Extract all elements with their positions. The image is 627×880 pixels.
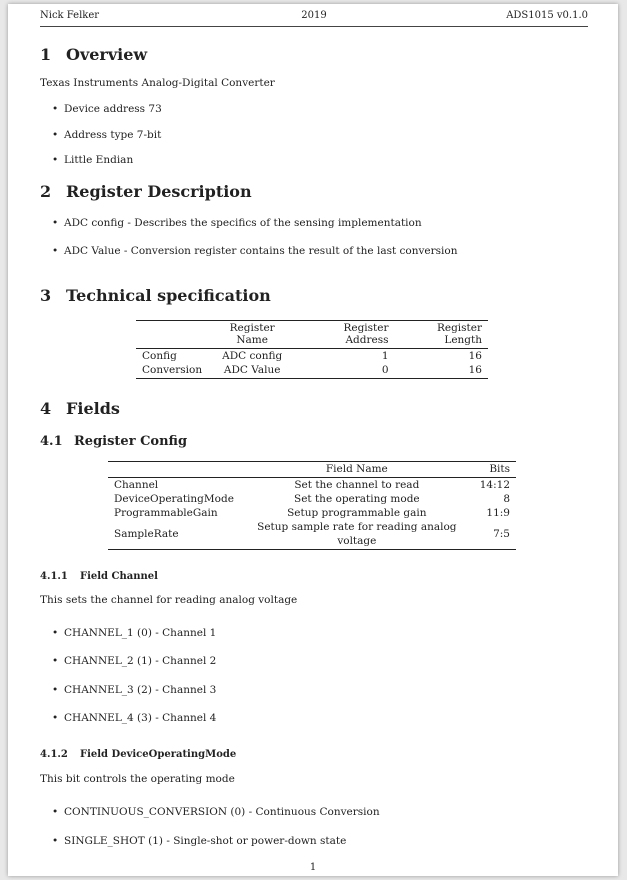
section-heading-overview: [40, 45, 147, 64]
table-cell: 1: [381, 350, 389, 362]
table-row: [108, 478, 516, 493]
list-item: • SINGLE_SHOT (1) - Single-shot or power-down state: [52, 835, 346, 847]
running-header: [40, 10, 588, 27]
section-title: Fields: [66, 399, 120, 418]
list-item: • CHANNEL_3 (2) - Channel 3: [52, 684, 216, 696]
subsection-title: Register Config: [74, 434, 188, 449]
table-row: [108, 492, 516, 506]
table-cell: Setup sample rate for reading analog voltage: [240, 520, 474, 550]
list-item: • CHANNEL_1 (0) - Channel 1: [52, 627, 216, 639]
section-heading-fields: [40, 399, 120, 418]
table-cell: ProgrammableGain: [114, 507, 218, 519]
section-heading-register-description: [40, 182, 252, 201]
subsubsection-title: Field DeviceOperatingMode: [80, 749, 237, 760]
overview-intro: Texas Instruments Analog-Digital Converter: [40, 77, 275, 89]
table-cell: DeviceOperatingMode: [114, 493, 234, 505]
subsubsection-number: 4.1.1: [40, 571, 68, 582]
list-item: • CHANNEL_4 (3) - Channel 4: [52, 712, 216, 724]
table-header-row: [108, 462, 516, 478]
table-cell: Setup programmable gain: [287, 507, 427, 519]
table-cell: 8: [503, 493, 510, 505]
header-doc-id: ADS1015 v0.1.0: [506, 10, 588, 21]
register-config-table: [108, 461, 516, 550]
table-cell: 14:12: [479, 479, 510, 491]
subsubsection-number: 4.1.2: [40, 749, 68, 760]
column-header: Register Address: [296, 321, 394, 349]
section-number: 4: [40, 399, 52, 418]
section-number: 3: [40, 286, 52, 305]
field-channel-intro: This sets the channel for reading analog voltage: [40, 594, 298, 606]
list-item: • Address type 7-bit: [52, 129, 161, 141]
table-cell: Set the operating mode: [294, 493, 420, 505]
subsection-number: 4.1: [40, 434, 63, 449]
header-year: 2019: [301, 10, 327, 21]
list-item: • Device address 73: [52, 103, 162, 115]
section-number: 1: [40, 45, 52, 64]
column-header: Field Name: [240, 462, 474, 478]
table-cell: SampleRate: [108, 520, 240, 550]
list-item: • ADC config - Describes the specifics of the sensing implementation: [52, 217, 422, 229]
field-operating-mode-intro: This bit controls the operating mode: [40, 773, 235, 785]
section-title: Overview: [66, 45, 148, 64]
table-cell: 0: [296, 363, 394, 379]
register-spec-table: [136, 320, 488, 379]
table-row: [108, 506, 516, 520]
table-cell: 16: [468, 350, 482, 362]
list-item: • ADC Value - Conversion register contains the result of the last conversion: [52, 245, 457, 257]
section-title: Technical specification: [66, 286, 271, 305]
table-row: [136, 349, 488, 364]
section-title: Register Description: [66, 182, 252, 201]
column-header: [136, 321, 208, 349]
header-author: Nick Felker: [40, 10, 100, 21]
list-item: • CHANNEL_2 (1) - Channel 2: [52, 655, 216, 667]
table-cell: 7:5: [474, 520, 516, 550]
table-cell: ADC Value: [208, 363, 296, 379]
column-header: Register Name: [208, 321, 296, 349]
table-cell: Config: [142, 350, 177, 362]
column-header: [108, 462, 240, 478]
page-number: 1: [309, 862, 317, 873]
subsection-heading-register-config: [40, 434, 187, 449]
column-header: Register Length: [395, 321, 489, 349]
table-cell: ADC config: [222, 350, 283, 362]
subsubsection-heading-field-device-operating-mode: [40, 749, 236, 760]
table-cell: Channel: [114, 479, 159, 491]
table-cell: 11:9: [486, 507, 510, 519]
section-heading-technical-specification: [40, 286, 271, 305]
column-header: Bits: [474, 462, 516, 478]
section-number: 2: [40, 182, 52, 201]
subsubsection-heading-field-channel: [40, 571, 158, 582]
table-row: [136, 363, 488, 379]
table-cell: 16: [395, 363, 489, 379]
list-item: • Little Endian: [52, 154, 133, 166]
subsubsection-title: Field Channel: [80, 571, 158, 582]
document-page: [8, 4, 618, 876]
table-row: [108, 520, 516, 550]
table-cell: Conversion: [136, 363, 208, 379]
table-header-row: [136, 321, 488, 349]
table-cell: Set the channel to read: [294, 479, 420, 491]
list-item: • CONTINUOUS_CONVERSION (0) - Continuous Conversion: [52, 806, 380, 818]
